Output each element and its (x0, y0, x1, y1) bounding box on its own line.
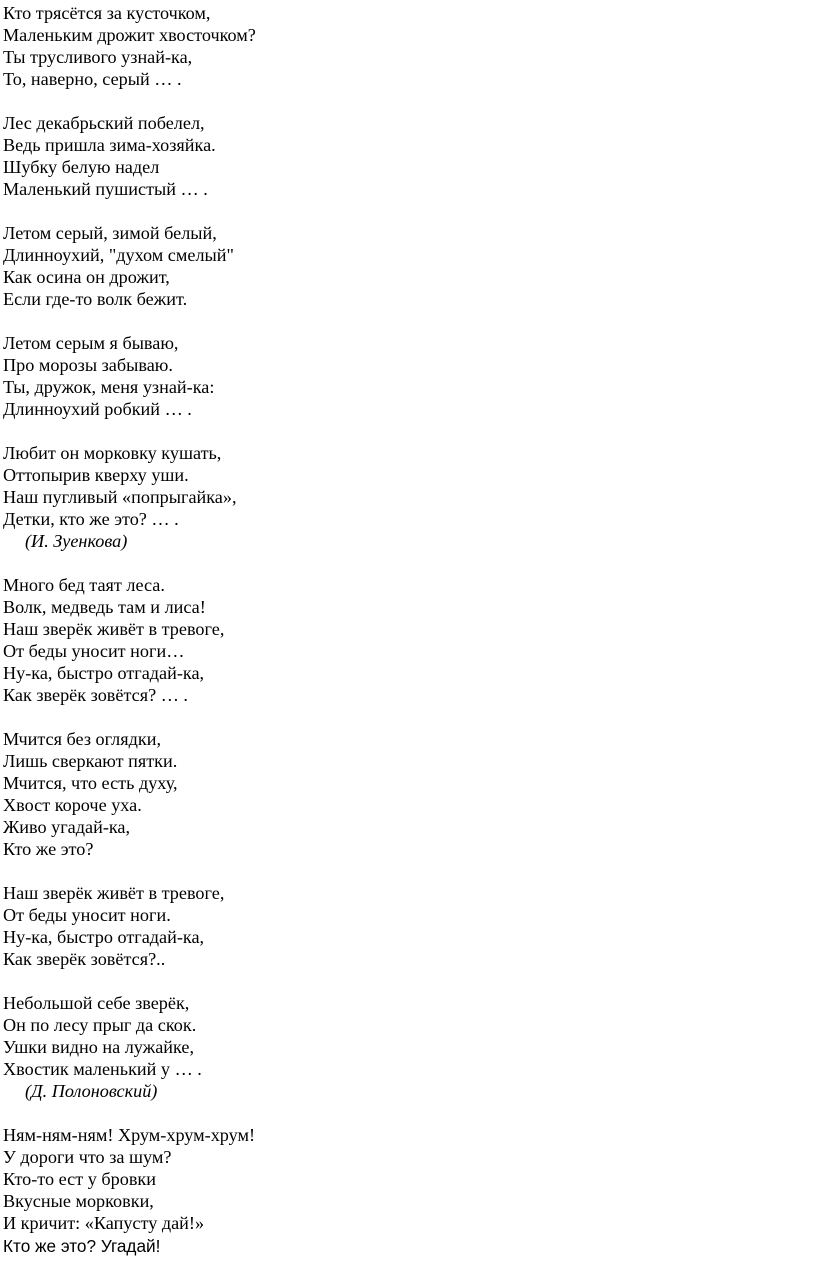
riddle-line: Хвост короче уха. (3, 795, 142, 815)
riddle-author: (И. Зуенкова) (25, 531, 128, 551)
riddle-line: Наш пугливый «попрыгайка», (3, 487, 237, 507)
riddle-line: Хвостик маленький у … . (3, 1059, 202, 1079)
riddle-line: Как зверёк зовётся?.. (3, 949, 166, 969)
riddle-line: Кто же это? (3, 839, 94, 859)
riddle-line: Длинноухий робкий … . (3, 399, 192, 419)
riddle-line: От беды уносит ноги. (3, 905, 171, 925)
riddle-line: Ушки видно на лужайке, (3, 1037, 195, 1057)
riddle-line: Длинноухий, "духом смелый" (3, 245, 234, 265)
riddle-line: И кричит: «Капусту дай!» (3, 1213, 205, 1233)
riddle-line: Наш зверёк живёт в тревоге, (3, 883, 225, 903)
riddle-line: Маленьким дрожит хвосточком? (3, 25, 256, 45)
riddle-line: Ням-ням-ням! Хрум-хрум-хрум! (3, 1125, 256, 1145)
riddle-line: Любит он морковку кушать, (3, 443, 222, 463)
riddle-10 (3, 1124, 816, 1258)
riddle-line: Маленький пушистый … . (3, 179, 208, 199)
riddle-line: Ну-ка, быстро отгадай-ка, (3, 663, 205, 683)
riddle-line: Живо угадай-ка, (3, 817, 131, 837)
riddle-line: Летом серый, зимой белый, (3, 223, 217, 243)
riddle-line: Лес декабрьский побелел, (3, 113, 205, 133)
riddle-line: Кто-то ест у бровки (3, 1169, 156, 1189)
riddle-1 (3, 2, 816, 90)
riddle-line: Если где-то волк бежит. (3, 289, 188, 309)
riddle-line: Мчится без оглядки, (3, 729, 161, 749)
riddle-line: Летом серым я бываю, (3, 333, 179, 353)
riddle-line: Шубку белую надел (3, 157, 160, 177)
riddle-line: Как зверёк зовётся? … . (3, 685, 188, 705)
riddle-line: Ведь пришла зима-хозяйка. (3, 135, 216, 155)
riddle-line: От беды уносит ноги… (3, 641, 185, 661)
riddle-3 (3, 222, 816, 310)
riddle-line: Детки, кто же это? … . (3, 509, 179, 529)
riddle-2 (3, 112, 816, 200)
riddle-line: Кто трясётся за кусточком, (3, 3, 211, 23)
riddle-9 (3, 992, 816, 1102)
riddle-line: Ну-ка, быстро отгадай-ка, (3, 927, 205, 947)
riddle-line: Вкусные морковки, (3, 1191, 154, 1211)
riddle-6 (3, 574, 816, 706)
riddle-line: Ты трусливого узнай-ка, (3, 47, 193, 67)
riddle-5 (3, 442, 816, 552)
riddle-line: То, наверно, серый … . (3, 69, 182, 89)
riddle-line: Оттопырив кверху уши. (3, 465, 189, 485)
riddle-line: Мчится, что есть духу, (3, 773, 178, 793)
riddle-7 (3, 728, 816, 860)
riddle-line: Много бед таят леса. (3, 575, 165, 595)
riddle-line: Как осина он дрожит, (3, 267, 170, 287)
riddle-8 (3, 882, 816, 970)
riddle-line: Лишь сверкают пятки. (3, 751, 178, 771)
riddle-line: Ты, дружок, меня узнай-ка: (3, 377, 215, 397)
riddle-line: Про морозы забываю. (3, 355, 173, 375)
riddle-line: У дороги что за шум? (3, 1147, 172, 1167)
riddle-4 (3, 332, 816, 420)
riddle-author: (Д. Полоновский) (25, 1081, 158, 1101)
riddle-line: Он по лесу прыг да скок. (3, 1015, 197, 1035)
riddle-closing-line: Кто же это? Угадай! (3, 1236, 161, 1256)
riddle-line: Волк, медведь там и лиса! (3, 597, 206, 617)
riddle-line: Наш зверёк живёт в тревоге, (3, 619, 225, 639)
riddle-line: Небольшой себе зверёк, (3, 993, 190, 1013)
